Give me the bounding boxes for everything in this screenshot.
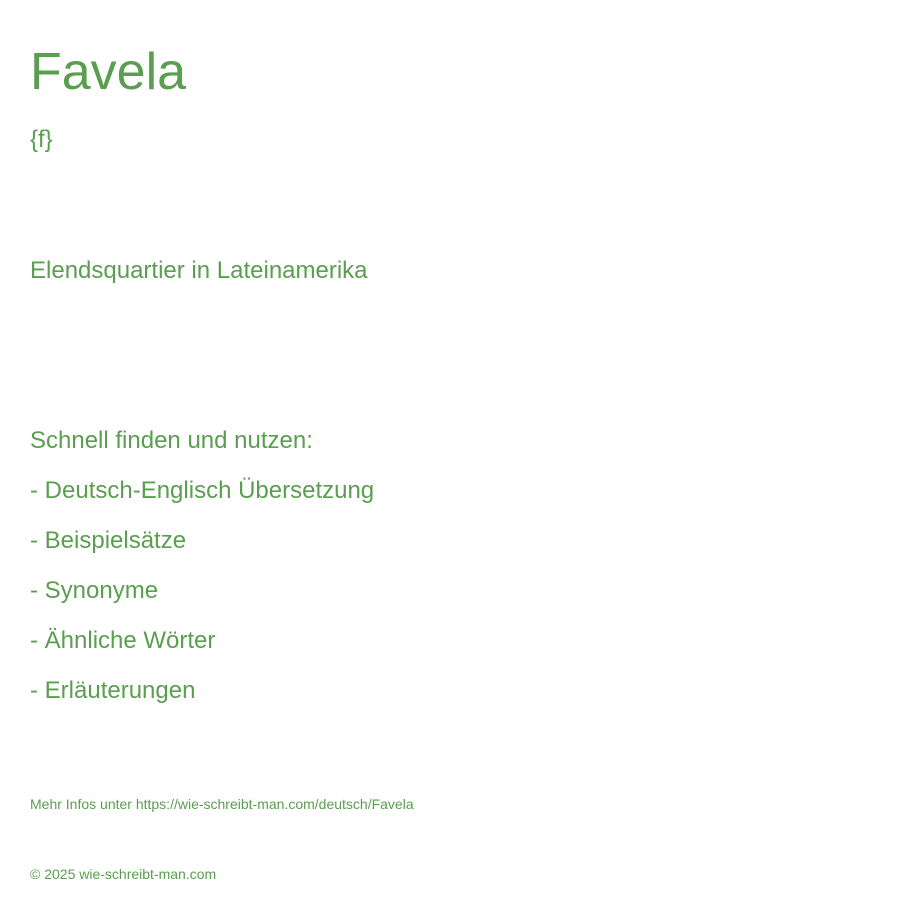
- feature-item-example-sentences: - Beispielsätze: [30, 527, 187, 554]
- features-list: [30, 425, 374, 725]
- feature-item-synonyms: - Synonyme: [30, 577, 159, 604]
- dictionary-card: [30, 0, 870, 900]
- copyright-notice: © 2025 wie-schreibt-man.com: [30, 866, 217, 882]
- headword: Favela: [30, 43, 187, 101]
- feature-item-explanations: - Erläuterungen: [30, 677, 196, 704]
- grammatical-gender: {f}: [30, 126, 53, 153]
- features-heading: Schnell finden und nutzen:: [30, 427, 313, 454]
- feature-item-similar-words: - Ähnliche Wörter: [30, 627, 216, 654]
- feature-item-translation: - Deutsch-Englisch Übersetzung: [30, 477, 375, 504]
- word-definition: Elendsquartier in Lateinamerika: [30, 257, 368, 284]
- more-info-text: Mehr Infos unter https://wie-schreibt-man.com/deutsch/Favela: [30, 796, 414, 812]
